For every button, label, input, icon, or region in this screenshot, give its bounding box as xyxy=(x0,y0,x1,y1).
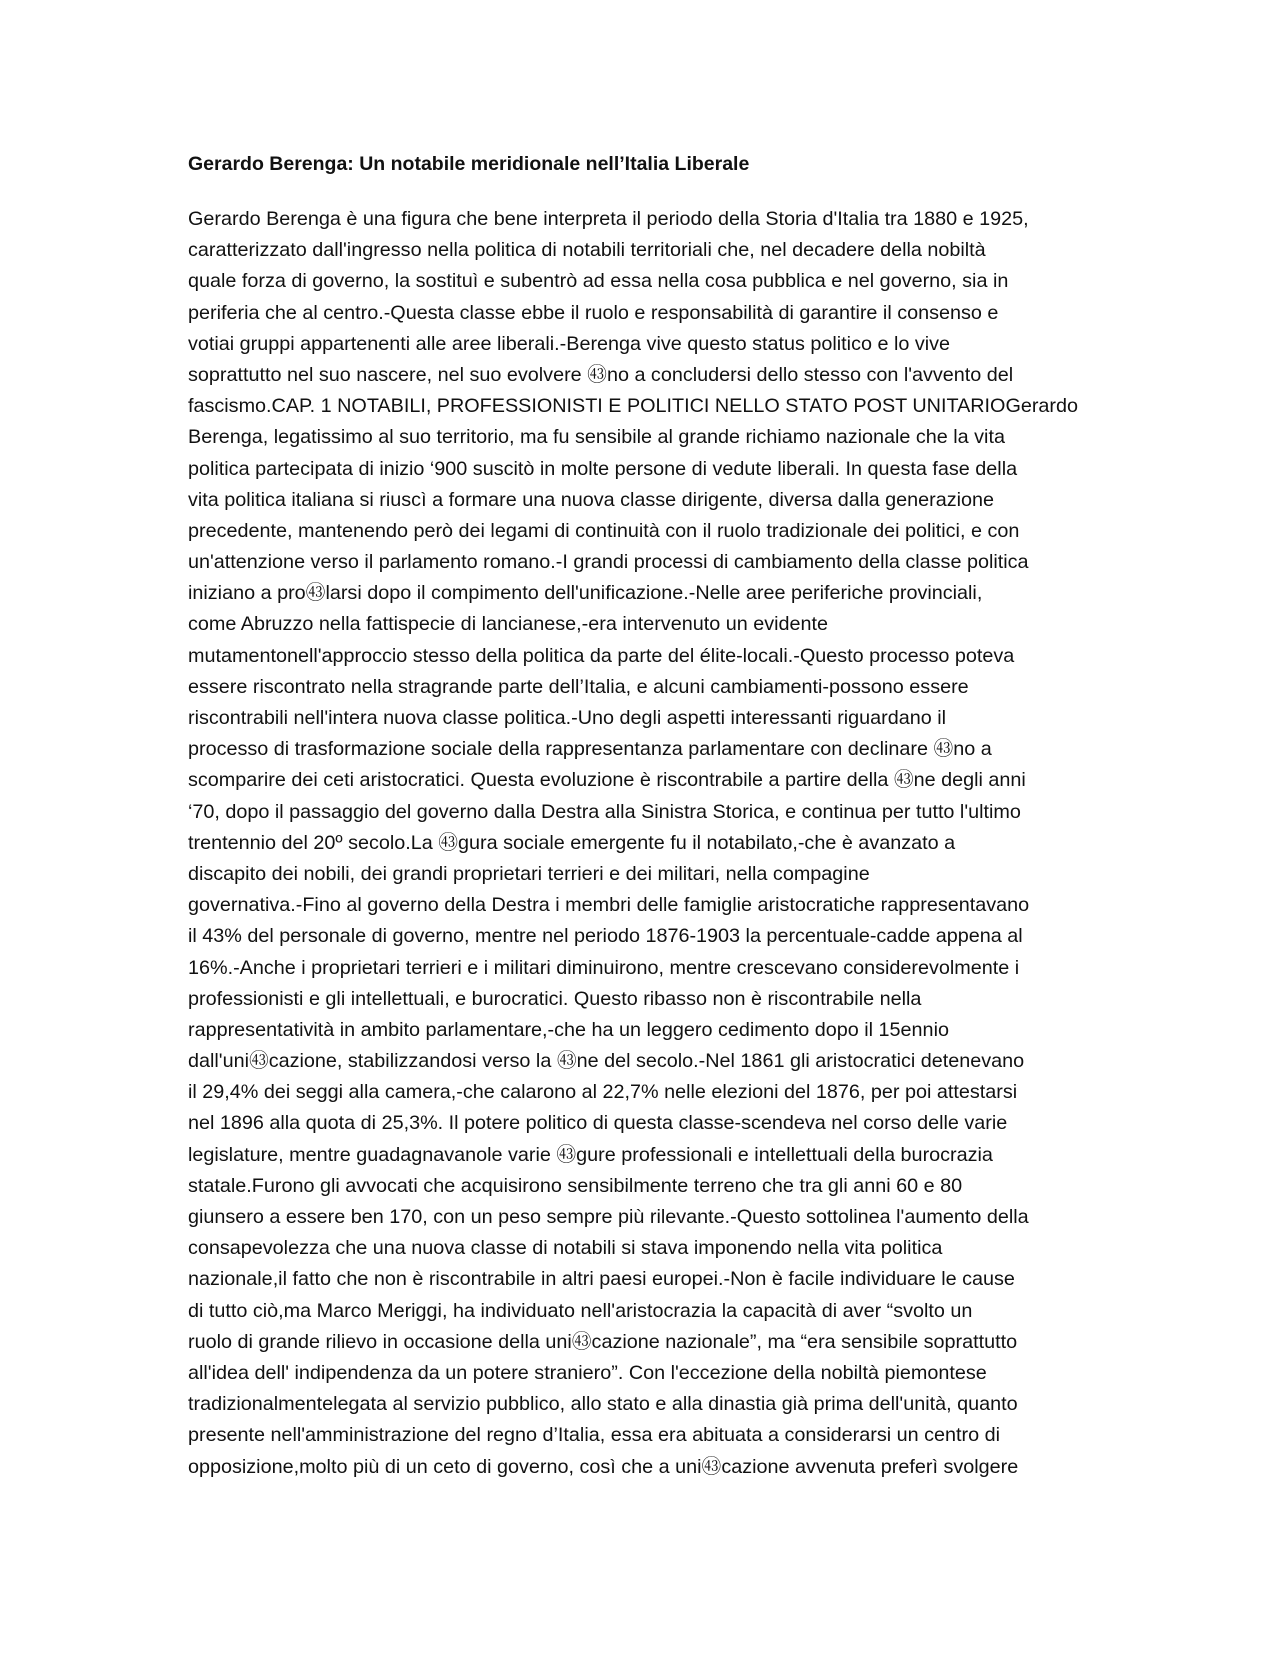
body-text-line: consapevolezza che una nuova classe di notabili si stava imponendo nella vita politica xyxy=(188,1237,943,1260)
body-text-line: giunsero a essere ben 170, con un peso sempre più rilevante.-Questo sottolinea l'aumento della xyxy=(188,1206,1029,1228)
body-text-line: vita politica italiana si riuscì a formare una nuova classe dirigente, diversa dalla generazione xyxy=(188,488,994,511)
body-text-line: politica partecipata di inizio ‘900 suscitò in molte persone di vedute liberali. In questa fase della xyxy=(188,457,1018,480)
body-text-line: riscontrabili nell'intera nuova classe politica.-Uno degli aspetti interessanti riguardano il xyxy=(188,707,947,729)
body-text-line: caratterizzato dall'ingresso nella politica di notabili territoriali che, nel decadere della nobiltà xyxy=(188,239,986,262)
body-text-line: processo di trasformazione sociale della rappresentanza parlamentare con declinare ㊸no a xyxy=(188,738,992,761)
body-text-line: ruolo di grande rilievo in occasione della uni㊸cazione nazionale”, ma “era sensibile soprattutto xyxy=(188,1330,1018,1353)
body-text-line: quale forza di governo, la sostituì e subentrò ad essa nella cosa pubblica e nel governo, sia in xyxy=(188,270,1009,293)
body-text-line: nel 1896 alla quota di 25,3%. Il potere politico di questa classe-scendeva nel corso delle varie xyxy=(188,1112,1008,1135)
body-text-line: il 43% del personale di governo, mentre nel periodo 1876-1903 la percentuale-cadde appena al xyxy=(188,925,1023,948)
body-text-line: mutamentonell'approccio stesso della politica da parte del élite-locali.-Questo processo poteva xyxy=(188,644,1015,667)
body-text-line: un'attenzione verso il parlamento romano.-I grandi processi di cambiamento della classe politica xyxy=(188,551,1029,574)
body-text-line: trentennio del 20º secolo.La ㊸gura sociale emergente fu il notabilato,-che è avanzato a xyxy=(188,831,956,854)
body-text-line: presente nell'amministrazione del regno d’Italia, essa era abituata a considerarsi un centro di xyxy=(188,1424,1000,1447)
document-body xyxy=(188,204,1092,1483)
body-text-line: discapito dei nobili, dei grandi proprietari terrieri e dei militari, nella compagine xyxy=(188,862,870,885)
body-text-line: periferia che al centro.-Questa classe ebbe il ruolo e responsabilità di garantire il consenso e xyxy=(188,301,999,324)
body-text-line: fascismo.CAP. 1 NOTABILI, PROFESSIONISTI E POLITICI NELLO STATO POST UNITARIOGerardo xyxy=(188,395,1079,418)
body-text-line: tradizionalmentelegata al servizio pubblico, allo stato e alla dinastia già prima dell'unità, quanto xyxy=(188,1393,1018,1416)
body-text-line: statale.Furono gli avvocati che acquisirono sensibilmente terreno che tra gli anni 60 e 80 xyxy=(188,1174,963,1197)
body-text-line: opposizione,molto più di un ceto di governo, così che a uni㊸cazione avvenuta preferì svolgere xyxy=(188,1455,1019,1478)
body-text-line: precedente, mantenendo però dei legami di continuità con il ruolo tradizionale dei politici, e con xyxy=(188,519,1020,542)
body-text-line: votiai gruppi appartenenti alle aree liberali.-Berenga vive questo status politico e lo vive xyxy=(188,332,951,355)
body-text-line: governativa.-Fino al governo della Destra i membri delle famiglie aristocratiche rappresentavano xyxy=(188,894,1030,917)
document-title: Gerardo Berenga: Un notabile meridionale nell’Italia Liberale xyxy=(188,153,750,175)
body-text-line: 16%.-Anche i proprietari terrieri e i militari diminuirono, mentre crescevano considerevolmente i xyxy=(188,956,1020,979)
body-text-line: dall'uni㊸cazione, stabilizzandosi verso la ㊸ne del secolo.-Nel 1861 gli aristocratici detenevano xyxy=(188,1050,1025,1073)
body-text-line: come Abruzzo nella fattispecie di lancianese,-era intervenuto un evidente xyxy=(188,613,828,636)
body-text-line: ‘70, dopo il passaggio del governo dalla Destra alla Sinistra Storica, e continua per tutto l'ultimo xyxy=(188,800,1021,823)
body-text-line: essere riscontrato nella stragrande parte dell’Italia, e alcuni cambiamenti-possono essere xyxy=(188,675,969,698)
body-text-line: all'idea dell' indipendenza da un potere straniero”. Con l'eccezione della nobiltà piemontese xyxy=(188,1361,987,1384)
body-text-line: legislature, mentre guadagnavanole varie ㊸gure professionali e intellettuali della burocrazia xyxy=(188,1143,993,1166)
body-text-line: di tutto ciò,ma Marco Meriggi, ha individuato nell'aristocrazia la capacità di aver “svolto un xyxy=(188,1299,973,1322)
body-text-line: Berenga, legatissimo al suo territorio, ma fu sensibile al grande richiamo nazionale che la vita xyxy=(188,426,1005,449)
body-text-line: scomparire dei ceti aristocratici. Questa evoluzione è riscontrabile a partire della ㊸ne degli anni xyxy=(188,769,1026,792)
body-text-line: professionisti e gli intellettuali, e burocratici. Questo ribasso non è riscontrabile nella xyxy=(188,987,922,1010)
body-text-line: iniziano a pro㊸larsi dopo il compimento dell'unificazione.-Nelle aree periferiche provinciali, xyxy=(188,582,983,605)
body-text-line: soprattutto nel suo nascere, nel suo evolvere ㊸no a concludersi dello stesso con l'avvento del xyxy=(188,363,1014,386)
body-text-line: il 29,4% dei seggi alla camera,-che calarono al 22,7% nelle elezioni del 1876, per poi attestarsi xyxy=(188,1081,1018,1104)
body-text-line: rappresentatività in ambito parlamentare,-che ha un leggero cedimento dopo il 15ennio xyxy=(188,1018,949,1041)
body-text-line: Gerardo Berenga è una figura che bene interpreta il periodo della Storia d'Italia tra 1880 e 1925, xyxy=(188,208,1029,230)
body-text-line: nazionale,il fatto che non è riscontrabile in altri paesi europei.-Non è facile individuare le cause xyxy=(188,1268,1015,1291)
